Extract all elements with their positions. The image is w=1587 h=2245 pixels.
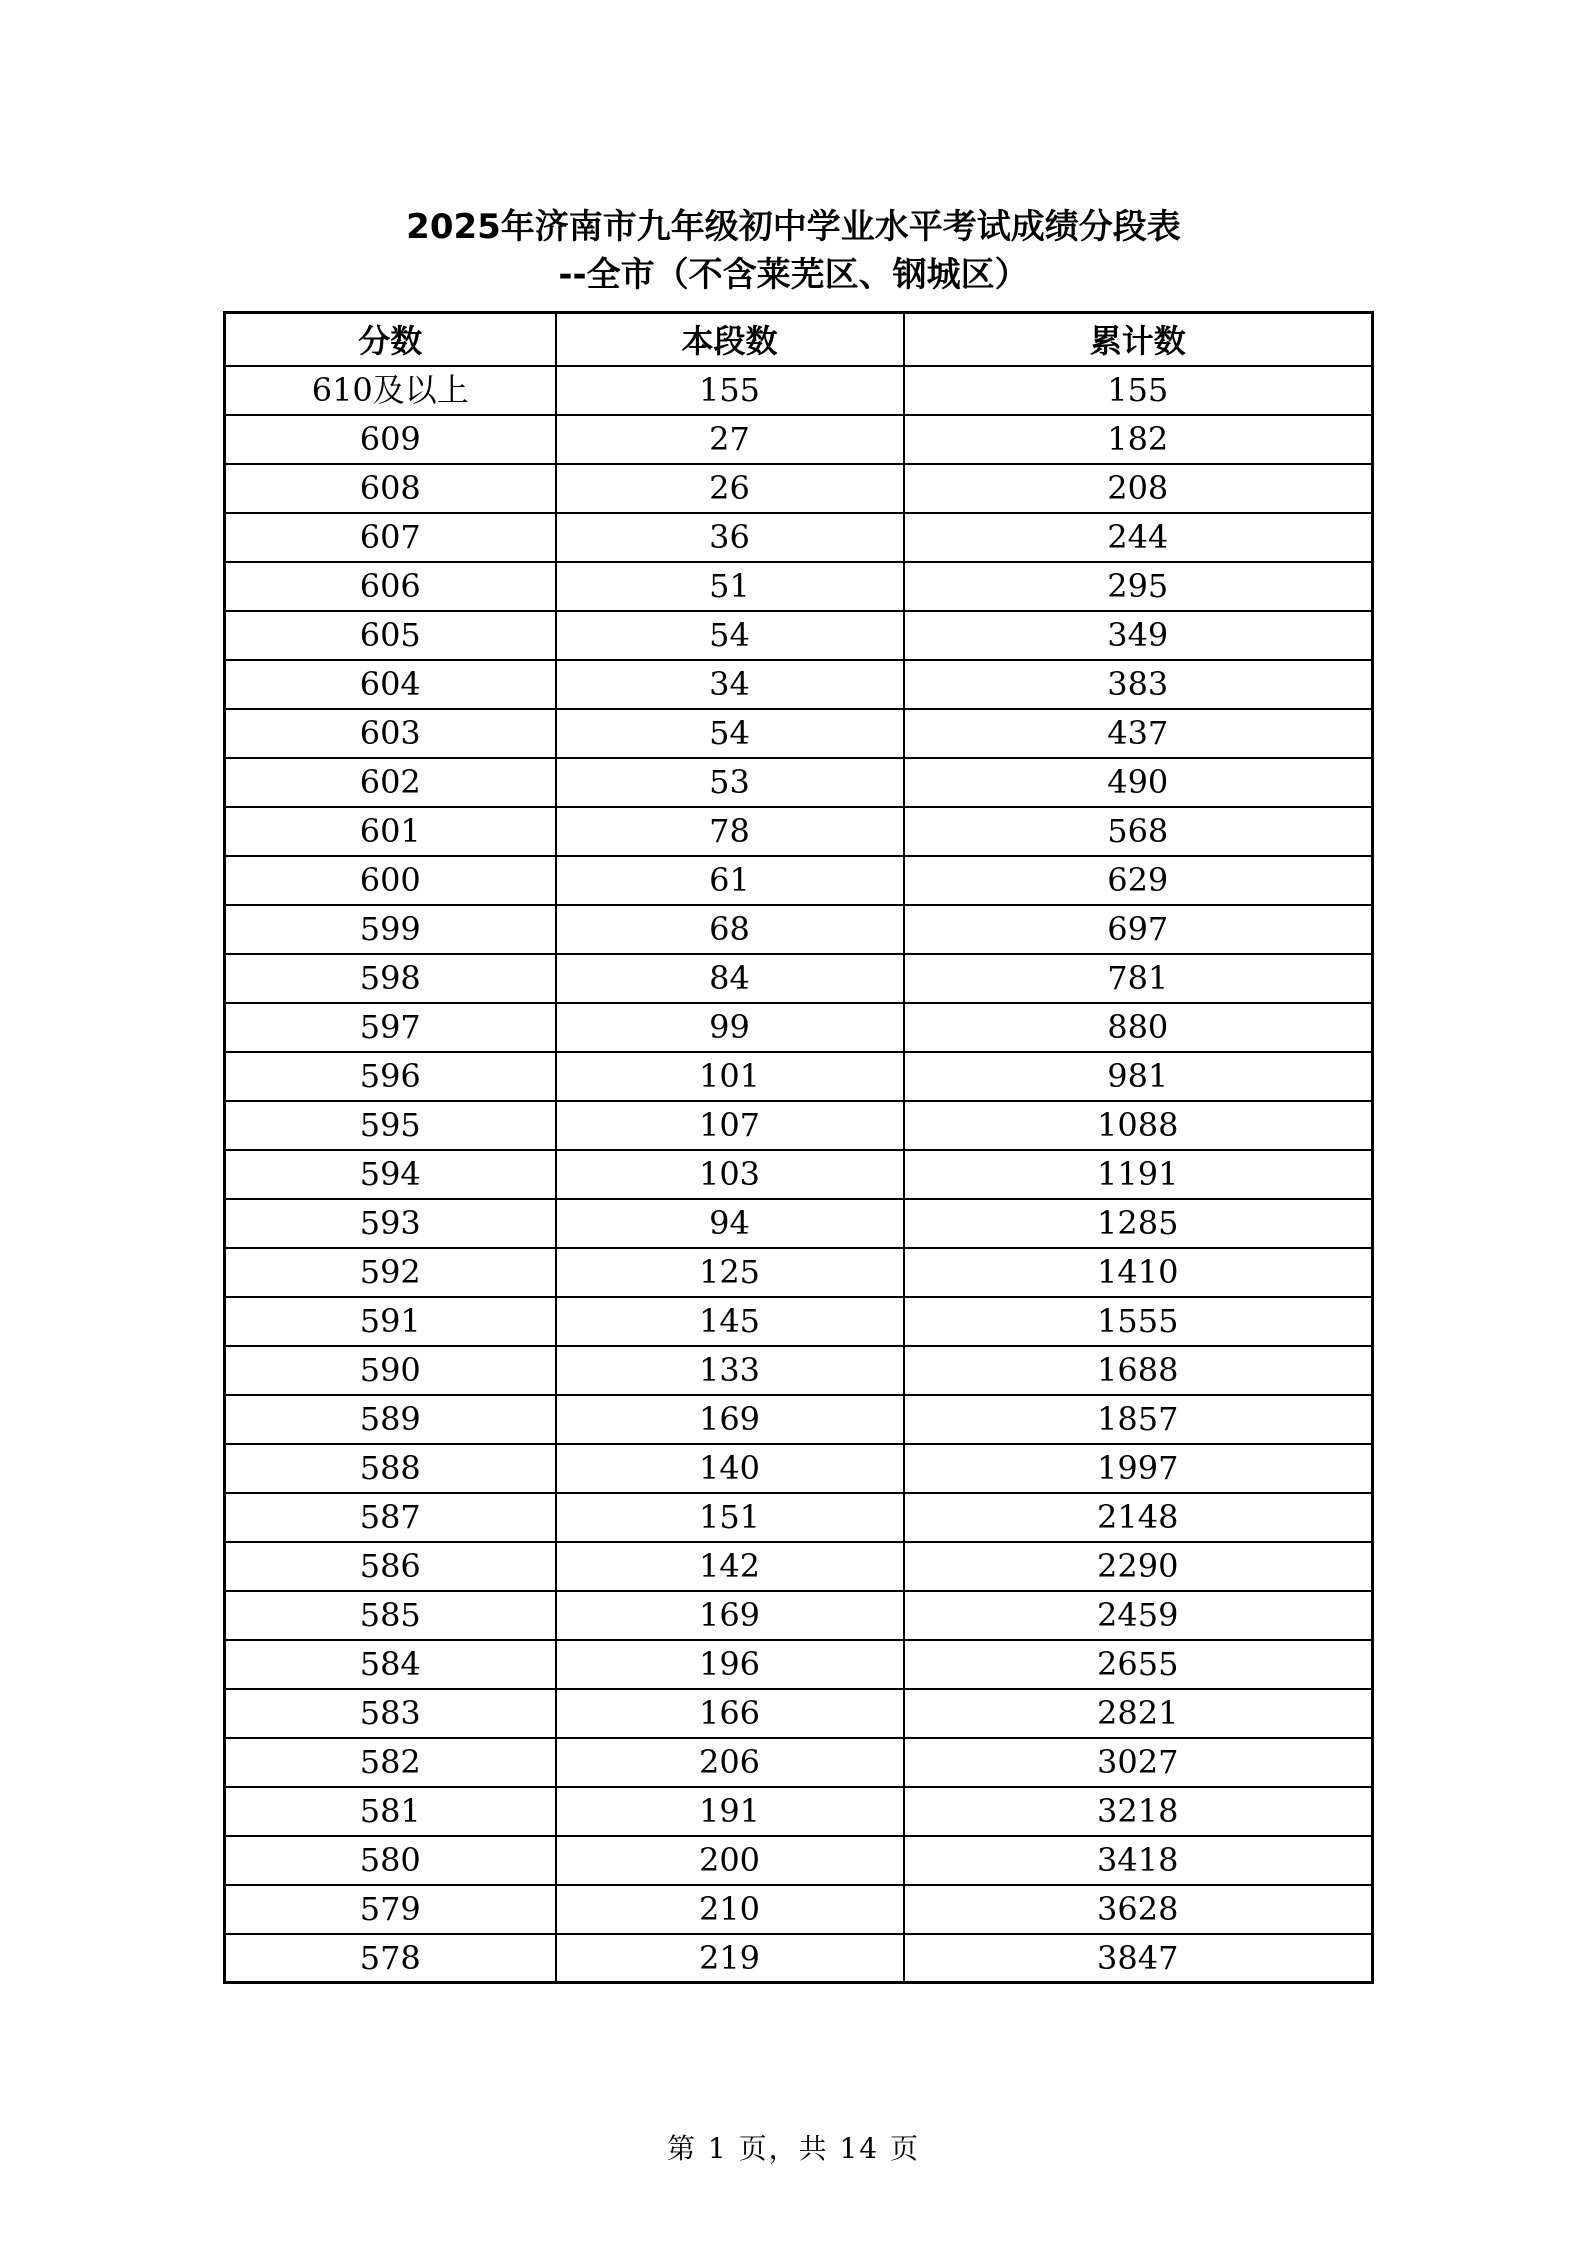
cell-score: 583 [225, 1689, 556, 1738]
cell-cumulative-count: 2459 [904, 1591, 1373, 1640]
cell-cumulative-count: 1285 [904, 1199, 1373, 1248]
cell-cumulative-count: 1555 [904, 1297, 1373, 1346]
table-row [225, 1493, 1373, 1542]
table-row [225, 954, 1373, 1003]
cell-score: 579 [225, 1885, 556, 1934]
cell-segment-count: 94 [556, 1199, 904, 1248]
cell-score: 580 [225, 1836, 556, 1885]
cell-score: 592 [225, 1248, 556, 1297]
table-row [225, 513, 1373, 562]
table-row [225, 1003, 1373, 1052]
cell-cumulative-count: 3218 [904, 1787, 1373, 1836]
cell-segment-count: 196 [556, 1640, 904, 1689]
cell-cumulative-count: 383 [904, 660, 1373, 709]
header-score: 分数 [225, 313, 556, 366]
cell-score: 596 [225, 1052, 556, 1101]
cell-cumulative-count: 3628 [904, 1885, 1373, 1934]
cell-segment-count: 200 [556, 1836, 904, 1885]
table-row [225, 758, 1373, 807]
cell-score: 581 [225, 1787, 556, 1836]
table-header-row [225, 313, 1373, 366]
cell-segment-count: 155 [556, 366, 904, 415]
cell-score: 578 [225, 1934, 556, 1983]
cell-segment-count: 125 [556, 1248, 904, 1297]
cell-segment-count: 78 [556, 807, 904, 856]
table-row [225, 366, 1373, 415]
cell-score: 606 [225, 562, 556, 611]
cell-segment-count: 107 [556, 1101, 904, 1150]
score-distribution-table [223, 311, 1374, 1984]
cell-cumulative-count: 2655 [904, 1640, 1373, 1689]
cell-cumulative-count: 1688 [904, 1346, 1373, 1395]
cell-score: 588 [225, 1444, 556, 1493]
table-row [225, 660, 1373, 709]
cell-score: 585 [225, 1591, 556, 1640]
cell-score: 590 [225, 1346, 556, 1395]
cell-segment-count: 51 [556, 562, 904, 611]
table-row [225, 709, 1373, 758]
page-footer: 第 1 页，共 14 页 [666, 2132, 921, 2165]
cell-cumulative-count: 1191 [904, 1150, 1373, 1199]
cell-segment-count: 61 [556, 856, 904, 905]
table-row [225, 1640, 1373, 1689]
cell-segment-count: 103 [556, 1150, 904, 1199]
cell-segment-count: 206 [556, 1738, 904, 1787]
table-row [225, 1346, 1373, 1395]
cell-cumulative-count: 781 [904, 954, 1373, 1003]
table-row [225, 1444, 1373, 1493]
cell-cumulative-count: 2148 [904, 1493, 1373, 1542]
cell-cumulative-count: 1997 [904, 1444, 1373, 1493]
cell-cumulative-count: 349 [904, 611, 1373, 660]
cell-score: 603 [225, 709, 556, 758]
cell-segment-count: 54 [556, 709, 904, 758]
header-cumulative-count: 累计数 [904, 313, 1373, 366]
table-row [225, 1787, 1373, 1836]
page-subtitle: --全市（不含莱芜区、钢城区） [558, 255, 1029, 295]
cell-cumulative-count: 208 [904, 464, 1373, 513]
cell-score: 602 [225, 758, 556, 807]
cell-score: 608 [225, 464, 556, 513]
cell-score: 607 [225, 513, 556, 562]
cell-cumulative-count: 490 [904, 758, 1373, 807]
cell-segment-count: 133 [556, 1346, 904, 1395]
table-row [225, 1297, 1373, 1346]
cell-cumulative-count: 182 [904, 415, 1373, 464]
cell-segment-count: 142 [556, 1542, 904, 1591]
table-row [225, 1738, 1373, 1787]
cell-segment-count: 169 [556, 1395, 904, 1444]
table-body [225, 366, 1373, 1983]
cell-segment-count: 36 [556, 513, 904, 562]
table-row [225, 1199, 1373, 1248]
table-row [225, 1542, 1373, 1591]
cell-segment-count: 99 [556, 1003, 904, 1052]
cell-score: 589 [225, 1395, 556, 1444]
table-row [225, 1836, 1373, 1885]
table-row [225, 1885, 1373, 1934]
cell-cumulative-count: 244 [904, 513, 1373, 562]
cell-score: 609 [225, 415, 556, 464]
table-row [225, 905, 1373, 954]
cell-score: 595 [225, 1101, 556, 1150]
cell-cumulative-count: 629 [904, 856, 1373, 905]
cell-score: 610及以上 [225, 366, 556, 415]
cell-cumulative-count: 568 [904, 807, 1373, 856]
table-row [225, 1591, 1373, 1640]
table-row [225, 1248, 1373, 1297]
cell-cumulative-count: 3418 [904, 1836, 1373, 1885]
cell-cumulative-count: 437 [904, 709, 1373, 758]
cell-cumulative-count: 981 [904, 1052, 1373, 1101]
cell-score: 586 [225, 1542, 556, 1591]
cell-segment-count: 140 [556, 1444, 904, 1493]
cell-score: 600 [225, 856, 556, 905]
cell-segment-count: 191 [556, 1787, 904, 1836]
cell-segment-count: 219 [556, 1934, 904, 1983]
table-row [225, 1150, 1373, 1199]
cell-segment-count: 54 [556, 611, 904, 660]
table-row [225, 562, 1373, 611]
table-row [225, 856, 1373, 905]
cell-cumulative-count: 155 [904, 366, 1373, 415]
cell-segment-count: 210 [556, 1885, 904, 1934]
cell-segment-count: 151 [556, 1493, 904, 1542]
table-row [225, 1689, 1373, 1738]
cell-segment-count: 169 [556, 1591, 904, 1640]
cell-cumulative-count: 880 [904, 1003, 1373, 1052]
cell-segment-count: 34 [556, 660, 904, 709]
table-row [225, 807, 1373, 856]
cell-segment-count: 166 [556, 1689, 904, 1738]
page-title: 2025年济南市九年级初中学业水平考试成绩分段表 [406, 207, 1181, 247]
cell-score: 597 [225, 1003, 556, 1052]
table-row [225, 1101, 1373, 1150]
cell-score: 591 [225, 1297, 556, 1346]
table-row [225, 415, 1373, 464]
cell-score: 604 [225, 660, 556, 709]
cell-score: 587 [225, 1493, 556, 1542]
cell-segment-count: 53 [556, 758, 904, 807]
cell-score: 605 [225, 611, 556, 660]
cell-segment-count: 145 [556, 1297, 904, 1346]
cell-score: 582 [225, 1738, 556, 1787]
cell-score: 584 [225, 1640, 556, 1689]
cell-cumulative-count: 3027 [904, 1738, 1373, 1787]
cell-segment-count: 27 [556, 415, 904, 464]
cell-score: 593 [225, 1199, 556, 1248]
header-segment-count: 本段数 [556, 313, 904, 366]
cell-cumulative-count: 1857 [904, 1395, 1373, 1444]
cell-score: 601 [225, 807, 556, 856]
cell-cumulative-count: 697 [904, 905, 1373, 954]
cell-segment-count: 84 [556, 954, 904, 1003]
cell-cumulative-count: 295 [904, 562, 1373, 611]
cell-score: 599 [225, 905, 556, 954]
table-row [225, 464, 1373, 513]
cell-cumulative-count: 1088 [904, 1101, 1373, 1150]
cell-segment-count: 101 [556, 1052, 904, 1101]
cell-segment-count: 26 [556, 464, 904, 513]
table-row [225, 1052, 1373, 1101]
cell-cumulative-count: 2290 [904, 1542, 1373, 1591]
table-row [225, 1934, 1373, 1983]
table-row [225, 1395, 1373, 1444]
cell-score: 598 [225, 954, 556, 1003]
cell-score: 594 [225, 1150, 556, 1199]
cell-cumulative-count: 2821 [904, 1689, 1373, 1738]
table-row [225, 611, 1373, 660]
cell-cumulative-count: 1410 [904, 1248, 1373, 1297]
cell-cumulative-count: 3847 [904, 1934, 1373, 1983]
cell-segment-count: 68 [556, 905, 904, 954]
